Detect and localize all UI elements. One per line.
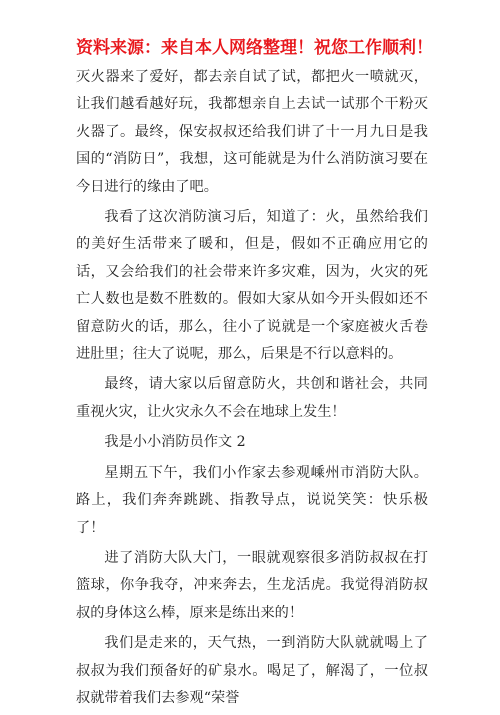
page-title: 资料来源：来自本人网络整理！祝您工作顺利！ — [76, 38, 433, 58]
document-body — [76, 64, 428, 715]
paragraph: 我们是走来的，天气热，一到消防大队就就喝上了叔叔为我们预备好的矿泉水。喝足了，解渴了，一位叔叔就带着我们去参观“荣誉 — [76, 635, 428, 706]
paragraph: 星期五下午，我们小作家去参观嵊州市消防大队。路上，我们奔奔跳跳、指教导点，说说笑笑：快乐极了！ — [76, 464, 428, 536]
paragraph: 我看了这次消防演习后，知道了：火，虽然给我们的美好生活带来了暖和，但是，假如不正确应用它的话，又会给我们的社会带来许多灾难，因为，火灾的死亡人数也是数不胜数的。假如大家从如今开头假如还不留意防火的话，那么，往小了说就是一个家庭被火舌卷进肚里；往大了说呢，那么，后果是不行以意料的。 — [76, 209, 428, 363]
paragraph: 进了消防大队大门，一眼就观察很多消防叔叔在打篮球，你争我夺，冲来奔去，生龙活虎。我觉得消防叔叔的身体这么棒，原来是练出来的！ — [76, 549, 428, 621]
section-heading: 我是小小消防员作文 2 — [104, 434, 246, 451]
paragraph: 最终，请大家以后留意防火，共创和谐社会，共同重视火灾，让火灾永久不会在地球上发生！ — [76, 376, 428, 420]
paragraph: 灭火器来了爱好，都去亲自试了试，都把火一喷就灭，让我们越看越好玩，我都想亲自上去试一试那个干粉灭火器了。最终，保安叔叔还给我们讲了十一月九日是我国的“消防日”，我想，这可能就是为什么消防演习要在今日进行的缘由了吧。 — [76, 69, 428, 195]
